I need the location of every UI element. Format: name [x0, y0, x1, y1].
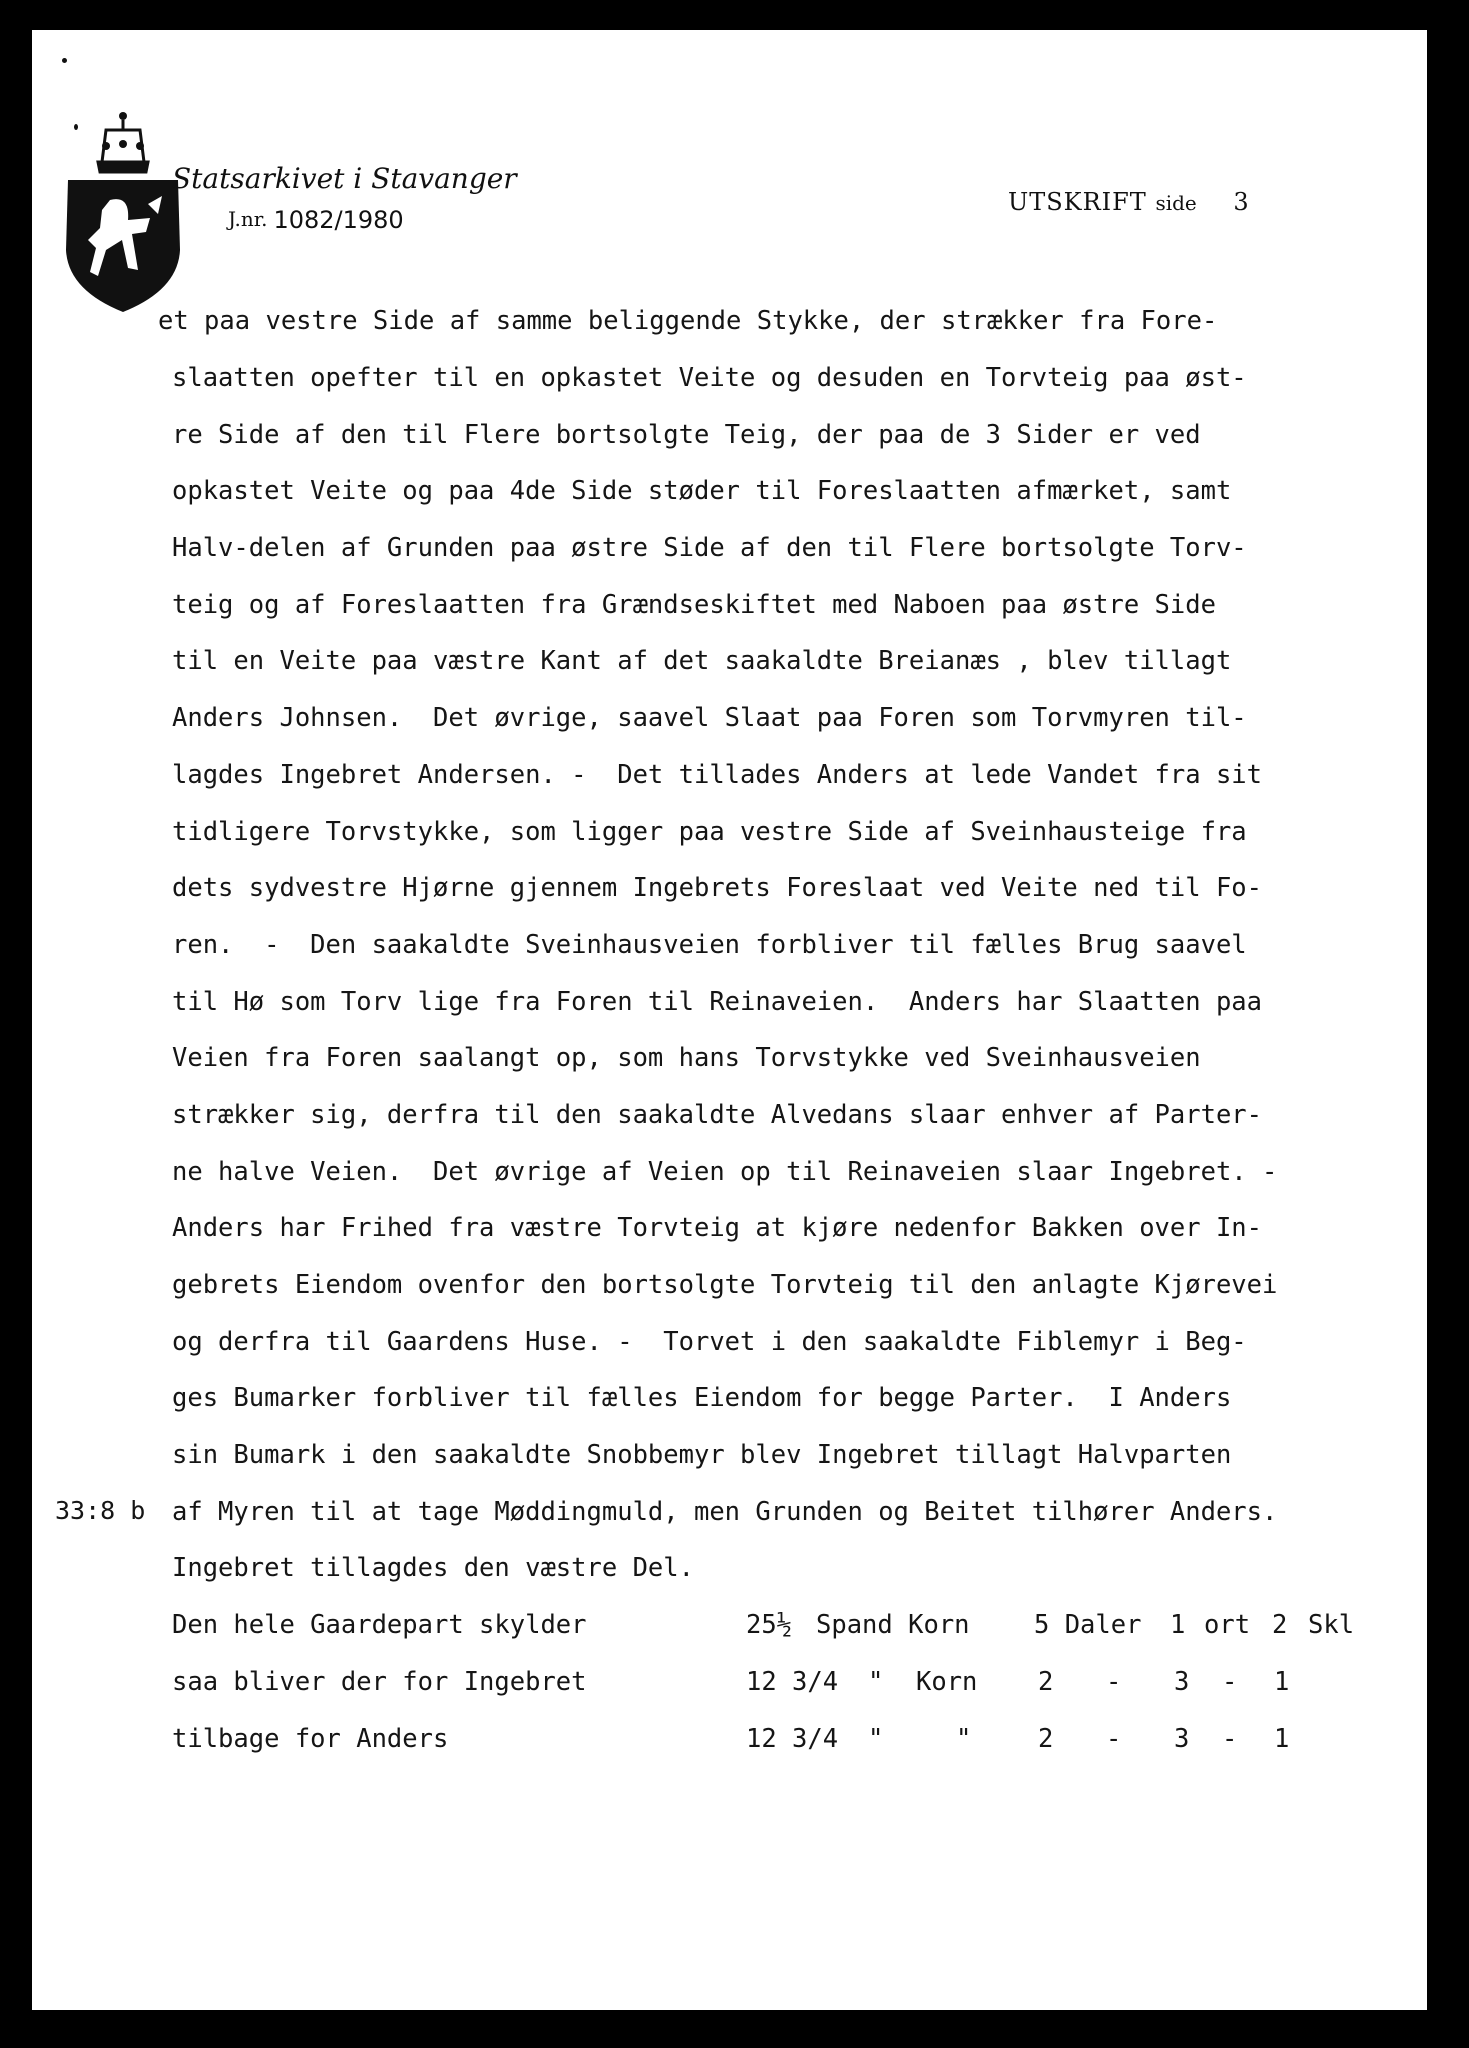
table-cell: tilbage for Anders: [172, 1724, 449, 1754]
table-cell: 12 3/4: [746, 1667, 839, 1697]
archive-name: Statsarkivet i Stavanger: [172, 162, 517, 195]
table-cell: ": [956, 1724, 972, 1754]
table-cell: Skl: [1308, 1610, 1355, 1640]
journal-number: [228, 205, 404, 235]
page-header-right: [1008, 188, 1250, 216]
table-cell: 1: [1274, 1724, 1290, 1754]
text-line: re Side af den til Flere bortsolgte Teig, der paa de 3 Sider er ved: [172, 420, 1201, 450]
table-row: [172, 1610, 1372, 1644]
side-label: side: [1155, 191, 1197, 215]
text-line: Halv-delen af Grunden paa østre Side af den til Flere bortsolgte Torv-: [172, 533, 1247, 563]
table-cell: Den hele Gaardepart skylder: [172, 1610, 587, 1640]
text-line: gebrets Eiendom ovenfor den bortsolgte Torvteig til den anlagte Kjørevei: [172, 1270, 1278, 1300]
coat-of-arms-icon: [58, 100, 188, 315]
table-cell: -: [1222, 1667, 1238, 1697]
text-line: ren. - Den saakaldte Sveinhausveien forbliver til fælles Brug saavel: [172, 930, 1247, 960]
text-line: sin Bumark i den saakaldte Snobbemyr blev Ingebret tillagt Halvparten: [172, 1440, 1232, 1470]
table-cell: 5 Daler: [1034, 1610, 1142, 1640]
text-line: ne halve Veien. Det øvrige af Veien op til Reinaveien slaar Ingebret. -: [172, 1157, 1278, 1187]
text-line: strækker sig, derfra til den saakaldte Alvedans slaar enhver af Parter-: [172, 1100, 1263, 1130]
table-cell: -: [1106, 1724, 1122, 1754]
table-cell: Korn: [916, 1667, 978, 1697]
table-cell: ort: [1204, 1610, 1251, 1640]
scan-speck: [62, 58, 67, 63]
text-line: tidligere Torvstykke, som ligger paa vestre Side af Sveinhausteige fra: [172, 817, 1247, 847]
table-cell: 3: [1174, 1724, 1190, 1754]
table-cell: 12 3/4: [746, 1724, 839, 1754]
text-line: dets sydvestre Hjørne gjennem Ingebrets Foreslaat ved Veite ned til Fo-: [172, 873, 1263, 903]
table-cell: -: [1222, 1724, 1238, 1754]
text-line: Ingebret tillagdes den væstre Del.: [172, 1553, 694, 1583]
utskrift-label: UTSKRIFT: [1008, 188, 1147, 216]
text-line: Anders har Frihed fra væstre Torvteig at kjøre nedenfor Bakken over In-: [172, 1213, 1263, 1243]
text-line: ges Bumarker forbliver til fælles Eiendom for begge Parter. I Anders: [172, 1383, 1232, 1413]
text-line: opkastet Veite og paa 4de Side støder til Foreslaatten afmærket, samt: [172, 476, 1232, 506]
text-line: slaatten opefter til en opkastet Veite og desuden en Torvteig paa øst-: [172, 363, 1247, 393]
table-row: [172, 1724, 1372, 1758]
text-line: lagdes Ingebret Andersen. - Det tillades Anders at lede Vandet fra sit: [172, 760, 1263, 790]
page-number: 3: [1233, 188, 1250, 216]
text-line: og derfra til Gaardens Huse. - Torvet i den saakaldte Fiblemyr i Beg-: [172, 1327, 1247, 1357]
table-cell: saa bliver der for Ingebret: [172, 1667, 587, 1697]
table-cell: 2: [1038, 1724, 1054, 1754]
table-cell: 1: [1274, 1667, 1290, 1697]
text-line: til Hø som Torv lige fra Foren til Reinaveien. Anders har Slaatten paa: [172, 987, 1263, 1017]
text-line: til en Veite paa væstre Kant af det saakaldte Breianæs , blev tillagt: [172, 646, 1232, 676]
table-cell: 3: [1174, 1667, 1190, 1697]
table-row: [172, 1667, 1372, 1701]
text-line: teig og af Foreslaatten fra Grændseskiftet med Naboen paa østre Side: [172, 590, 1216, 620]
table-cell: ": [868, 1667, 884, 1697]
text-line: af Myren til at tage Møddingmuld, men Grunden og Beitet tilhører Anders.: [172, 1497, 1278, 1527]
text-line: et paa vestre Side af samme beliggende Stykke, der strækker fra Fore-: [158, 306, 1218, 336]
table-cell: 2: [1272, 1610, 1288, 1640]
table-cell: Spand Korn: [816, 1610, 970, 1640]
table-cell: ": [868, 1724, 884, 1754]
table-cell: 25½: [746, 1610, 793, 1640]
text-line: Anders Johnsen. Det øvrige, saavel Slaat paa Foren som Torvmyren til-: [172, 703, 1247, 733]
table-cell: -: [1106, 1667, 1122, 1697]
table-cell: 2: [1038, 1667, 1054, 1697]
jnr-value: 1082/1980: [273, 206, 404, 234]
margin-note: 33:8 b: [55, 1496, 146, 1525]
text-line: Veien fra Foren saalangt op, som hans Torvstykke ved Sveinhausveien: [172, 1043, 1201, 1073]
jnr-label: J.nr.: [228, 207, 268, 231]
table-cell: 1: [1170, 1610, 1186, 1640]
